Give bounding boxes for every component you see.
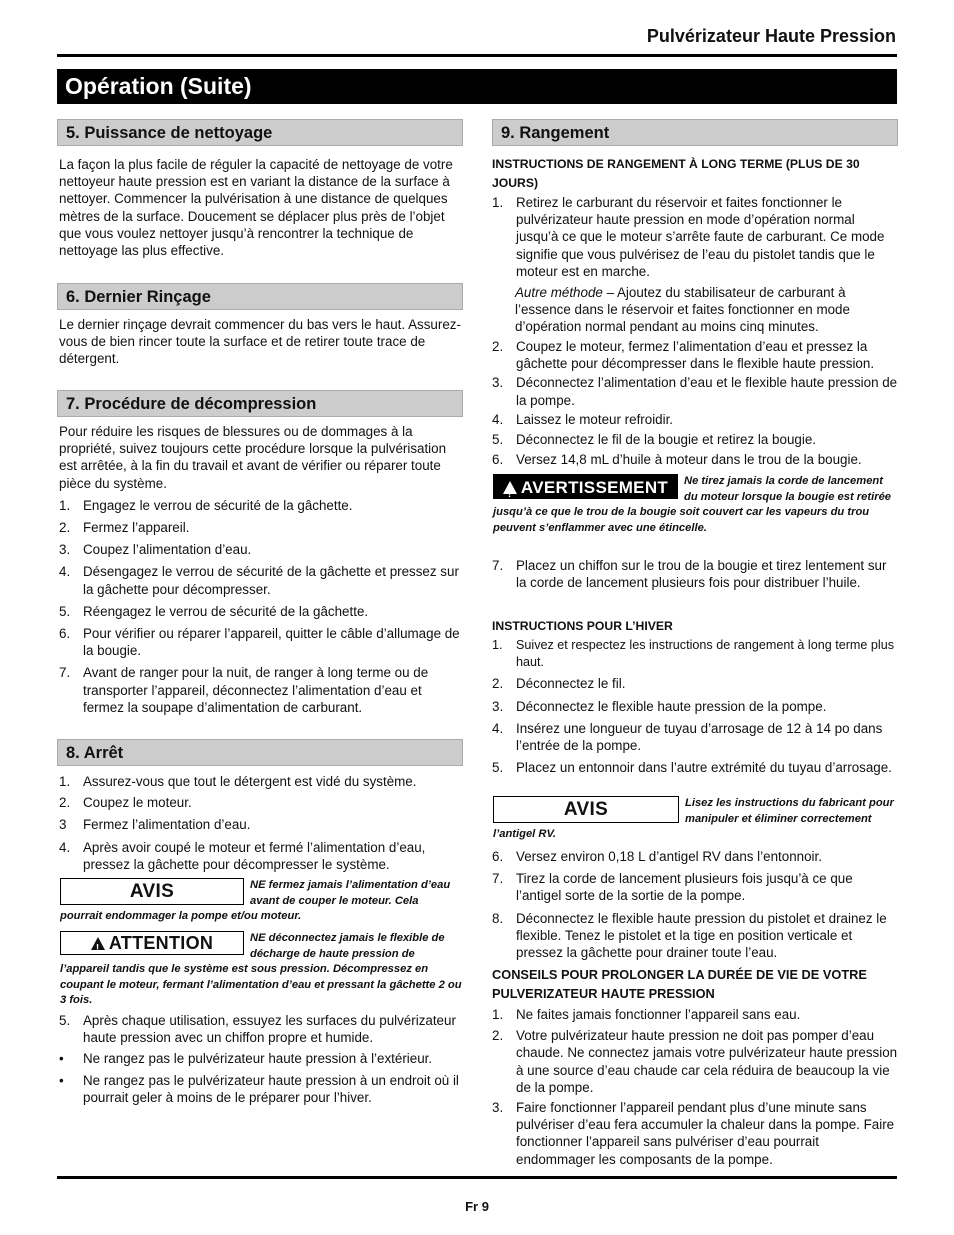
- list-item: • Ne rangez pas le pulvérizateur haute pression à un endroit où il pourrait geler à moins de le préparer pour l’hiver.: [59, 1072, 459, 1105]
- list-item: 6. Pour vérifier ou réparer l’appareil, quitter le câble d’allumage de la bougie.: [59, 626, 460, 659]
- list-item: 3. Déconnectez l’alimentation d’eau et le flexible haute pression de la pompe.: [492, 375, 898, 408]
- section-9-list-6: [492, 1006, 898, 1168]
- list-item: 4. Insérez une longueur de tuyau d’arrosage de 12 à 14 po dans l’entrée de la pompe.: [492, 720, 883, 754]
- list-item: 2. Votre pulvérizateur haute pression ne doit pas pomper d’eau chaude. Ne connectez jamais votre pulvérizateur haute pression à une source d’eau chaude car cela réduira de beaucoup la vie de la pompe.: [492, 1028, 898, 1095]
- list-item: 8. Déconnectez le flexible haute pression du pistolet et drainez le flexible. Tenez le pistolet et la tige en position verticale et pressez la gâchette pour drainer toute l’eau.: [492, 910, 887, 961]
- header-rule: [57, 54, 897, 57]
- list-item: 6. Versez 14,8 mL d’huile à moteur dans le trou de la bougie.: [492, 452, 862, 468]
- section-9-list-5: [492, 848, 898, 961]
- attention-label-box: !ATTENTION: [60, 931, 244, 955]
- list-item: 5. Déconnectez le fil de la bougie et retirez la bougie.: [492, 432, 816, 448]
- list-item: 7. Avant de ranger pour la nuit, de ranger à long terme ou de transporter l’appareil, déconnectez l’alimentation d’eau et fermez la soupape d’alimentation de carburant.: [59, 665, 429, 715]
- avertissement-label-box: !AVERTISSEMENT: [493, 474, 678, 499]
- section-heading-5: 5. Puissance de nettoyage: [57, 119, 463, 146]
- section-9-list-4: [492, 637, 898, 776]
- avis-label: AVIS: [60, 878, 244, 905]
- attention-text: NE déconnectez jamais le flexible de décharge de haute pression de l’appareil tandis que le système est sous pression. Décompressez en coupant le moteur, fermant l’alimentation d’eau et pressant la gâchette 2 ou 3 fois.: [60, 932, 462, 1007]
- notice-avis-right: [493, 796, 898, 843]
- list-item: 2. Fermez l’appareil.: [59, 520, 190, 536]
- subheading-tips: CONSEILS POUR PROLONGER LA DURÉE DE VIE DE VOTRE PULVERIZATEUR HAUTE PRESSION: [492, 967, 867, 1001]
- section-banner: Opération (Suite): [57, 69, 897, 104]
- alt-label: Autre méthode: [515, 285, 603, 300]
- list-item: 1. Engagez le verrou de sécurité de la gâchette.: [59, 497, 353, 513]
- alternative-method: [515, 284, 898, 336]
- list-item: 3. Coupez l’alimentation d’eau.: [59, 542, 252, 558]
- list-item: 2. Coupez le moteur, fermez l’alimentation d’eau et pressez la gâchette pour décompresser dans le flexible haute pression.: [492, 339, 875, 372]
- list-item: • Ne rangez pas le pulvérizateur haute pression à l’extérieur.: [59, 1051, 433, 1067]
- list-item: 6. Versez environ 0,18 L d’antigel RV dans l’entonnoir.: [492, 849, 822, 864]
- warning-triangle-icon: [91, 937, 105, 950]
- list-item: 3. Faire fonctionner l’appareil pendant plus d’une minute sans pulvériser d’eau fera accumuler la chaleur dans la pompe. Faire fonctionner l’appareil sans pulvériser d’eau pourrait endommager les composants de la pompe.: [492, 1100, 895, 1167]
- section-8-list: [59, 773, 463, 873]
- avertissement-text: Ne tirez jamais la corde de lancement du moteur lorsque la bougie est retirée jusqu’à ce que le trou de la bougie soit couvert car les vapeurs du trou peuvent s’enflammer avec une étincelle.: [493, 475, 892, 534]
- alt-text: – Ajoutez du stabilisateur de carburant à l’essence dans le réservoir et faites fonctionner en mode d’opération normal pendant au moins cinq minutes.: [515, 285, 850, 335]
- list-item: 3 Fermez l’alimentation d’eau.: [59, 817, 251, 833]
- list-item: 1. Assurez-vous que tout le détergent est vidé du système.: [59, 774, 417, 789]
- notice-attention: [60, 931, 463, 1009]
- list-item: 4. Après avoir coupé le moteur et fermé l’alimentation d’eau, pressez la gâchette pour décompresser le système.: [59, 839, 426, 872]
- subheading-long-term: INSTRUCTIONS DE RANGEMENT À LONG TERME (PLUS DE 30 JOURS): [492, 157, 860, 190]
- list-item: 1. Suivez et respectez les instructions de rangement à long terme plus haut.: [492, 638, 895, 670]
- section-9-list-1: [492, 194, 898, 280]
- avis-label: AVIS: [493, 796, 679, 823]
- list-item: 2. Coupez le moteur.: [59, 795, 192, 811]
- section-6-text: Le dernier rinçage devrait commencer du bas vers le haut. Assurez-vous de bien rincer toute la surface et de retirer toute trace de détergent.: [59, 317, 461, 367]
- section-9-list-3: [492, 557, 898, 591]
- list-item: 5. Réengagez le verrou de sécurité de la gâchette.: [59, 603, 369, 619]
- avis-text: Lisez les instructions du fabricant pour manipuler et éliminer correctement l’antigel RV.: [493, 797, 894, 841]
- list-item: 4. Laissez le moteur refroidir.: [492, 411, 674, 427]
- section-7-list: [59, 497, 463, 716]
- notice-avis-left: [60, 878, 463, 925]
- notice-avertissement: [493, 474, 898, 536]
- warning-triangle-icon: [503, 481, 517, 494]
- avis-text: NE fermez jamais l’alimentation d’eau avant de couper le moteur. Cela pourrait endommager la pompe et/ou moteur.: [60, 879, 451, 923]
- list-item: 1. Retirez le carburant du réservoir et faites fonctionner le pulvérizateur haute pression en mode d’opération normal jusqu’à ce que le moteur s’arrête faute de carburant. Ce mode signifie que vous pulvérisez de l’eau du pistolet tandis que le moteur est en marche.: [492, 195, 885, 279]
- list-item: 5. Placez un entonnoir dans l’autre extrémité du tuyau d’arrosage.: [492, 760, 892, 776]
- list-item: 2. Déconnectez le fil.: [492, 676, 626, 692]
- section-9-list-2: [492, 338, 898, 468]
- subheading-winter: INSTRUCTIONS POUR L’HIVER: [492, 619, 673, 633]
- list-item: 3. Déconnectez le flexible haute pression de la pompe.: [492, 698, 827, 714]
- list-item: 5. Après chaque utilisation, essuyez les surfaces du pulvérizateur haute pression avec un chiffon propre et humide.: [59, 1013, 456, 1046]
- section-heading-8: 8. Arrêt: [57, 739, 463, 766]
- section-heading-9: 9. Rangement: [492, 119, 898, 146]
- list-item: 4. Désengagez le verrou de sécurité de la gâchette et pressez sur la gâchette pour décompresser.: [59, 564, 459, 597]
- section-heading-6: 6. Dernier Rinçage: [57, 283, 463, 310]
- list-item: 7. Placez un chiffon sur le trou de la bougie et tirez lentement sur la corde de lancement plusieurs fois pour distribuer l’huile.: [492, 558, 887, 591]
- page-number: Fr 9: [465, 1199, 489, 1214]
- section-5-text: La façon la plus facile de réguler la capacité de nettoyage de votre nettoyeur haute pression est en variant la distance de la surface à nettoyer. Commencer la pulvérisation à une distance de quelques mètres de la surface. Doucement se déplacer plus près de l’objet que vous voulez nettoyer jusqu’à rencontrer la technique de nettoyage las plus effective.: [59, 157, 453, 259]
- section-8-list-2: [59, 1012, 463, 1106]
- list-item: 1. Ne faites jamais fonctionner l’appareil sans eau.: [492, 1007, 801, 1022]
- section-heading-7: 7. Procédure de décompression: [57, 390, 463, 417]
- footer-rule: [57, 1176, 897, 1179]
- document-header-title: Pulvérizateur Haute Pression: [646, 26, 896, 46]
- list-item: 7. Tirez la corde de lancement plusieurs fois jusqu’à ce que l’antigel sorte de la sortie de la pompe.: [492, 871, 853, 904]
- section-7-intro: Pour réduire les risques de blessures ou de dommages à la propriété, suivez toujours cette procédure lorsque la pulvérisation est arrêtée, à la fin du travail et avant de vérifier ou réparer toute pièce du système.: [59, 424, 447, 491]
